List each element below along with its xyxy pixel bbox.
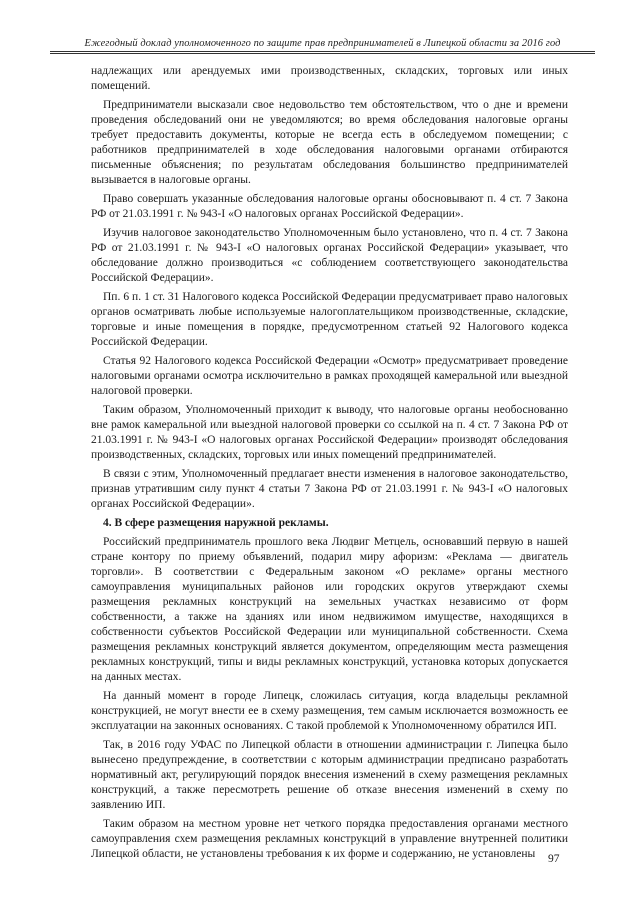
- body-text: [91, 64, 568, 866]
- paragraph: Российский предприниматель прошлого века Людвиг Метцель, основавший первую в нашей стране контору по приему объявлений, подарил миру афоризм: «Реклама — двигатель торговли». В соответствии с Федеральным законом «О рекламе» органы местного самоуправления муниципальных районов или городских округов утверждают схемы размещения рекламных конструкций на земельных участках независимо от форм собственности, а также на зданиях или ином недвижимом имуществе, находящихся в собственности субъектов Российской Федерации или муниципальной собственности. Схема размещения рекламных конструкций является документом, определяющим места размещения рекламных конструкций, типы и виды рекламных конструкций, установка которых допускается на данных местах.: [91, 536, 568, 683]
- header-rule: [50, 51, 595, 52]
- paragraph: Так, в 2016 году УФАС по Липецкой области в отношении администрации г. Липецка было вынесено предупреждение, в соответствии с которым администрации предписано разработать нормативный акт, регулирующий порядок внесения изменений в схему размещения рекламных конструкций, а также пересмотреть решение об отказе внесения изменений в схему по заявлению ИП.: [91, 739, 568, 811]
- paragraph: Таким образом, Уполномоченный приходит к выводу, что налоговые органы необоснованно вне рамок камеральной или выездной налоговой проверки со ссылкой на п. 4 ст. 7 Закона РФ от 21.03.1991 г. № 943-I «О налоговых органах Российской Федерации» производят обследования производственных, складских, торговых или иных помещений предпринимателей.: [91, 404, 568, 461]
- section-heading: 4. В сфере размещения наружной рекламы.: [103, 517, 329, 529]
- paragraph: На данный момент в городе Липецк, сложилась ситуация, когда владельцы рекламной конструкцией, не могут внести ее в схему размещения, тем самым исключается возможность ее эксплуатации на законных основаниях. С такой проблемой к Уполномоченному обратился ИП.: [91, 690, 568, 732]
- paragraph: В связи с этим, Уполномоченный предлагает внести изменения в налоговое законодательство, признав утратившим силу пункт 4 статьи 7 Закона РФ от 21.03.1991 г. № 943-I «О налоговых органах Российской Федерации».: [91, 468, 568, 510]
- paragraph: Статья 92 Налогового кодекса Российской Федерации «Осмотр» предусматривает проведение налоговыми органами осмотра исключительно в рамках проходящей камеральной или выездной налоговой проверки.: [91, 355, 568, 397]
- paragraph: Изучив налоговое законодательство Уполномоченным было установлено, что п. 4 ст. 7 Закона РФ от 21.03.1991 г. № 943-I «О налоговых органах Российской Федерации» указывает, что обследование должно производиться «с соблюдением соответствующего законодательства Российской Федерации».: [91, 227, 568, 284]
- page-number: 97: [548, 853, 560, 865]
- paragraph: Пп. 6 п. 1 ст. 31 Налогового кодекса Российской Федерации предусматривает право налоговых органов осматривать любые используемые налогоплательщиком производственные, складские, торговые и иные помещения в порядке, предусмотренном статьей 92 Налогового кодекса Российской Федерации.: [91, 291, 568, 348]
- paragraph: Предприниматели высказали свое недовольство тем обстоятельством, что о дне и времени проведения обследований они не уведомляются; во время обследования налоговые органы требует предоставить документы, которые не всегда есть в обследуемом помещении; с работников предпринимателей в ходе обследования налоговыми органами отбираются письменные объяснения; по результатам обследования большинство предпринимателей вызывается в налоговые органы.: [91, 99, 568, 186]
- header-rule-second: [50, 53, 595, 54]
- paragraph: Право совершать указанные обследования налоговые органы обосновывают п. 4 ст. 7 Закона РФ от 21.03.1991 г. № 943-I «О налоговых органах Российской Федерации».: [91, 193, 568, 220]
- paragraph: Таким образом на местном уровне нет четкого порядка предоставления органами местного самоуправления схем размещения рекламных конструкций в управление внутренней политики Липецкой области, не установлены требования к их форме и содержанию, не установлены: [91, 818, 568, 860]
- running-header: Ежегодный доклад уполномоченного по защите прав предпринимателей в Липецкой области за 2016 год: [84, 38, 561, 49]
- paragraph: надлежащих или арендуемых ими производственных, складских, торговых или иных помещений.: [91, 65, 568, 92]
